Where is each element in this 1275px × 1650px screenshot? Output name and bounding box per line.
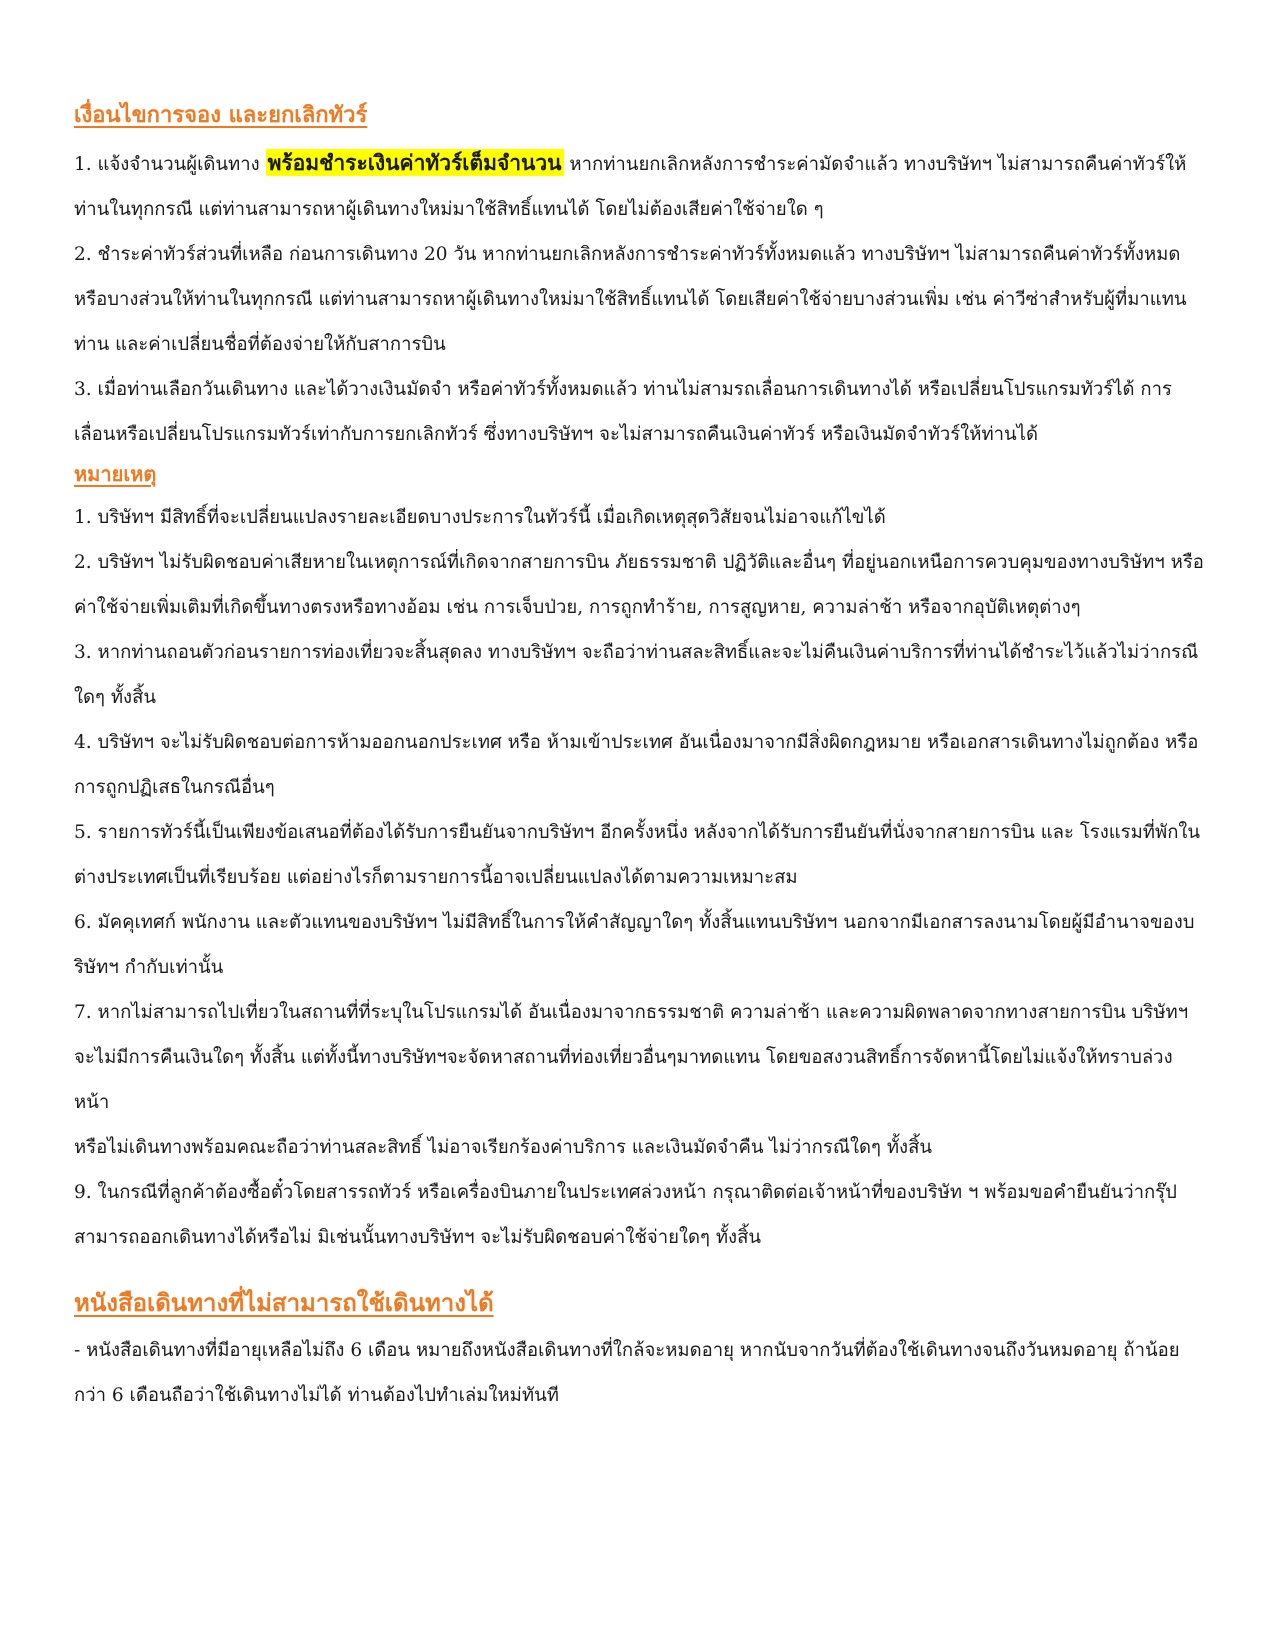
full-payment-highlight: พร้อมชำระเงินค่าทัวร์เต็มจำนวน <box>267 150 562 175</box>
remark-item: 6. มัคคุเทศก์ พนักงาน และตัวแทนของบริษัทฯ ไม่มีสิทธิ์ในการให้คำสัญญาใดๆ ทั้งสิ้นแทนบริษัทฯ นอกจากมีเอกสารลงนามโดยผู้มีอำนาจของบริษัทฯ กำกับเท่านั้น <box>74 912 1195 978</box>
remark-item: 4. บริษัทฯ จะไม่รับผิดชอบต่อการห้ามออกนอกประเทศ หรือ ห้ามเข้าประเทศ อันเนื่องมาจากมีสิ่งผิดกฎหมาย หรือเอกสารเดินทางไม่ถูกต้อง หรือ การถูกปฏิเสธในกรณีอื่นๆ <box>74 732 1199 798</box>
remarks-heading: หมายเหตุ <box>74 462 157 486</box>
booking-item-2: 2. ชำระค่าทัวร์ส่วนที่เหลือ ก่อนการเดินทาง 20 วัน หากท่านยกเลิกหลังการชำระค่าทัวร์ทั้งหมดแล้ว ทางบริษัทฯ ไม่สามารถคืนค่าทัวร์ทั้งหมด หรือบางส่วนให้ท่านในทุกกรณี แต่ท่านสามารถหาผู้เดินทางใหม่มาใช้สิทธิ์แทนได้ โดยเสียค่าใช้จ่ายบางส่วนเพิ่ม เช่น ค่าวีซ่าสำหรับผู้ที่มาแทนท่าน และค่าเปลี่ยนชื่อที่ต้องจ่ายให้กับสาการบิน <box>74 244 1187 355</box>
remark-item: 5. รายการทัวร์นี้เป็นเพียงข้อเสนอที่ต้องได้รับการยืนยันจากบริษัทฯ อีกครั้งหนึ่ง หลังจากได้รับการยืนยันที่นั่งจากสายการบิน และ โรงแรมที่พักในต่างประเทศเป็นที่เรียบร้อย แต่อย่างไรก็ตามรายการนี้อาจเปลี่ยนแปลงได้ตามความเหมาะสม <box>74 822 1201 888</box>
booking-conditions-heading: เงื่อนไขการจอง และยกเลิกทัวร์ <box>74 102 368 128</box>
booking-item-3: 3. เมื่อท่านเลือกวันเดินทาง และได้วางเงินมัดจำ หรือค่าทัวร์ทั้งหมดแล้ว ท่านไม่สามรถเลื่อนการเดินทางได้ หรือเปลี่ยนโปรแกรมทัวร์ได้ การเลื่อนหรือเปลี่ยนโปรแกรมทัวร์เท่ากับการยกเลิกทัวร์ ซึ่งทางบริษัทฯ จะไม่สามารถคืนเงินค่าทัวร์ หรือเงินมัดจำทัวร์ให้ท่านได้ <box>74 379 1172 445</box>
remark-item: 3. หากท่านถอนตัวก่อนรายการท่องเที่ยวจะสิ้นสุดลง ทางบริษัทฯ จะถือว่าท่านสละสิทธิ์และจะไม่คืนเงินค่าบริการที่ท่านได้ชำระไว้แล้วไม่ว่ากรณีใดๆ ทั้งสิ้น <box>74 642 1199 708</box>
remark-item: หรือไม่เดินทางพร้อมคณะถือว่าท่านสละสิทธิ์ ไม่อาจเรียกร้องค่าบริการ และเงินมัดจำคืน ไม่ว่ากรณีใดๆ ทั้งสิ้น <box>74 1137 933 1158</box>
remark-item: 7. หากไม่สามารถไปเที่ยวในสถานที่ที่ระบุในโปรแกรมได้ อันเนื่องมาจากธรรมชาติ ความล่าช้า และความผิดพลาดจากทางสายการบิน บริษัทฯ จะไม่มีการคืนเงินใดๆ ทั้งสิ้น แต่ทั้งนี้ทางบริษัทฯจะจัดหาสถานที่ท่องเที่ยวอื่นๆมาทดแทน โดยขอสงวนสิทธิ์การจัดหานี้โดยไม่แจ้งให้ทราบล่วงหน้า <box>74 1002 1189 1113</box>
remark-item: 2. บริษัทฯ ไม่รับผิดชอบค่าเสียหายในเหตุการณ์ที่เกิดจากสายการบิน ภัยธรรมชาติ ปฏิวัติและอื่นๆ ที่อยู่นอกเหนือการควบคุมของทางบริษัทฯ หรือค่าใช้จ่ายเพิ่มเติมที่เกิดขึ้นทางตรงหรือทางอ้อม เช่น การเจ็บป่วย, การถูกทำร้าย, การสูญหาย, ความล่าช้า หรือจากอุบัติเหตุต่างๆ <box>74 552 1204 618</box>
booking-item-1 <box>74 140 1204 232</box>
passport-heading: หนังสือเดินทางที่ไม่สามารถใช้เดินทางได้ <box>74 1288 494 1317</box>
booking-item-1-start: 1. แจ้งจำนวนผู้เดินทาง <box>74 154 266 175</box>
remark-item: 9. ในกรณีที่ลูกค้าต้องซื้อตั๋วโดยสารรถทัวร์ หรือเครื่องบินภายในประเทศล่วงหน้า กรุณาติดต่อเจ้าหน้าที่ของบริษัท ฯ พร้อมขอคำยืนยันว่ากรุ๊ปสามารถออกเดินทางได้หรือไม่ มิเช่นนั้นทางบริษัทฯ จะไม่รับผิดชอบค่าใช้จ่ายใดๆ ทั้งสิ้น <box>74 1182 1177 1248</box>
document-page <box>74 100 1204 1418</box>
remark-item: 1. บริษัทฯ มีสิทธิ์ที่จะเปลี่ยนแปลงรายละเอียดบางประการในทัวร์นี้ เมื่อเกิดเหตุสุดวิสัยจนไม่อาจแก้ไขได้ <box>74 507 886 528</box>
booking-item-1-rest: หากท่านยกเลิกหลังการชำระค่ามัดจำแล้ว ทางบริษัทฯ ไม่สามารถคืนค่าทัวร์ให้ท่านในทุกกรณี แต่ท่านสามารถหาผู้เดินทางใหม่มาใช้สิทธิ์แทนได้ โดยไม่ต้องเสียค่าใช้จ่ายใด ๆ <box>74 154 1187 220</box>
passport-item: - หนังสือเดินทางที่มีอายุเหลือไม่ถึง 6 เดือน หมายถึงหนังสือเดินทางที่ใกล้จะหมดอายุ หากนับจากวันที่ต้องใช้เดินทางจนถึงวันหมดอายุ ถ้าน้อยกว่า 6 เดือนถือว่าใช้เดินทางไม่ได้ ท่านต้องไปทำเล่มใหม่ทันที <box>74 1340 1180 1406</box>
